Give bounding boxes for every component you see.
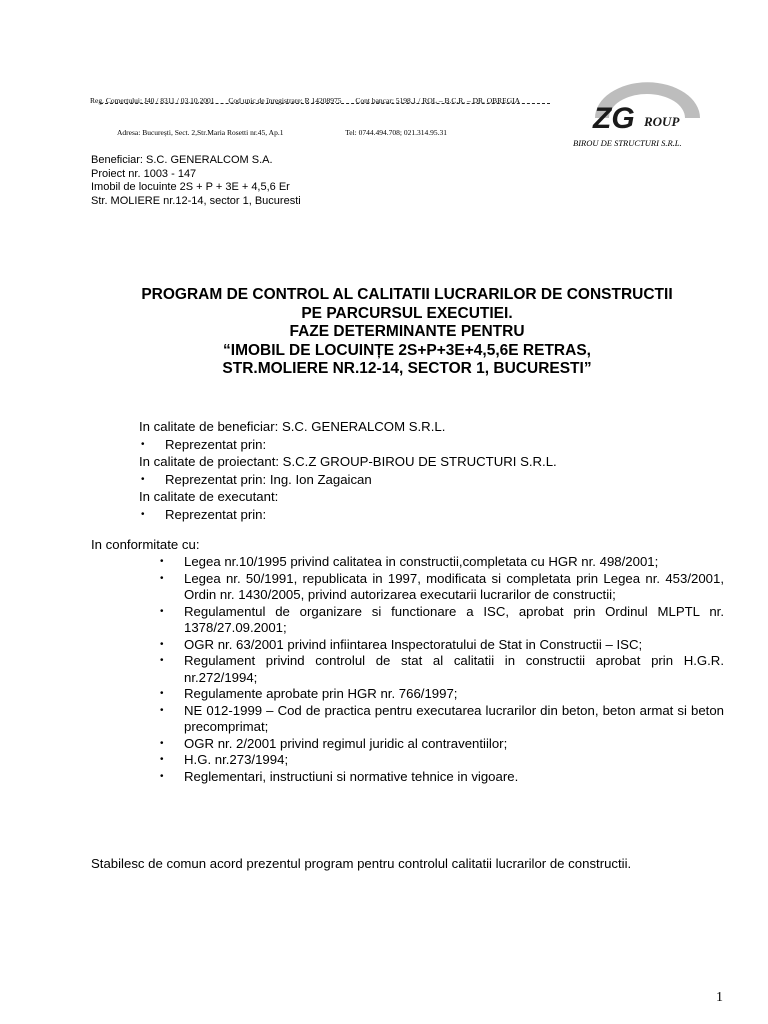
- role-beneficiar-rep: • Reprezentat prin:: [139, 436, 557, 454]
- phone: Tel: 0744.494.708; 021.314.95.31: [345, 128, 447, 137]
- beneficiar-line: Beneficiar: S.C. GENERALCOM S.A.: [91, 154, 273, 166]
- header-address-line: [117, 128, 459, 137]
- cod-unic: Cod unic de înregistrare: R 14208975: [228, 96, 342, 105]
- title-line: STR.MOLIERE NR.12-14, SECTOR 1, BUCURESTI”: [222, 360, 592, 377]
- list-item: • Legea nr. 50/1991, republicata in 1997, modificata si completata prin Legea nr. 453/2001, Ordin nr. 1430/2005, privind autorizarea executarii lucrarilor de constructii;: [157, 571, 724, 604]
- role-proiectant-rep: • Reprezentat prin: Ing. Ion Zagaican: [139, 471, 557, 489]
- address: Adresa: București, Sect. 2,Str.Maria Rosetti nr.45, Ap.1: [117, 128, 284, 137]
- document-title: [80, 286, 734, 379]
- closing-paragraph: Stabilesc de comun acord prezentul program pentru controlul calitatii lucrarilor de constructii.: [91, 856, 632, 871]
- cont-bancar: Cont bancar: 5198.1 / ROL – B.C.R. – DR. OBREGIA: [355, 96, 521, 105]
- roles-block: [139, 418, 557, 523]
- title-line: FAZE DETERMINANTE PENTRU: [289, 323, 525, 340]
- list-item: • H.G. nr.273/1994;: [157, 752, 724, 769]
- reg-comert: Reg. Comerțului: J40 / 8311 / 03.10.2001: [90, 96, 215, 105]
- list-item: • Regulamente aprobate prin HGR nr. 766/1997;: [157, 686, 724, 703]
- building-line: Imobil de locuinte 2S + P + 3E + 4,5,6 Er: [91, 181, 290, 193]
- project-number-line: Proiect nr. 1003 - 147: [91, 167, 197, 180]
- list-item: • Legea nr.10/1995 privind calitatea in constructii,completata cu HGR nr. 498/2001;: [157, 554, 724, 571]
- page-number: 1: [716, 990, 723, 1005]
- role-beneficiar: In calitate de beneficiar: S.C. GENERALCOM S.R.L.: [139, 419, 446, 434]
- header-dashed-divider: [100, 103, 550, 112]
- list-item: • Regulamentul de organizare si functionare a ISC, aprobat prin Ordinul MLPTL nr. 1378/27.09.2001;: [157, 604, 724, 637]
- title-line: PROGRAM DE CONTROL AL CALITATII LUCRARILOR DE CONSTRUCTII: [141, 286, 673, 303]
- list-item: • Regulament privind controlul de stat al calitatii in constructii aprobat prin H.G.R. nr.272/1994;: [157, 653, 724, 686]
- role-executant: In calitate de executant:: [139, 489, 279, 504]
- conformitate-list: [157, 554, 724, 785]
- title-line: PE PARCURSUL EXECUTIEI.: [301, 304, 513, 322]
- list-item: • NE 012-1999 – Cod de practica pentru executarea lucrarilor din beton, beton armat si beton precomprimat;: [157, 703, 724, 736]
- role-proiectant: In calitate de proiectant: S.C.Z GROUP-BIROU DE STRUCTURI S.R.L.: [139, 454, 557, 469]
- list-item: • OGR nr. 2/2001 privind regimul juridic al contraventiilor;: [157, 736, 724, 753]
- role-executant-rep: • Reprezentat prin:: [139, 506, 557, 524]
- logo-text: ROUP: [644, 114, 680, 129]
- title-line: “IMOBIL DE LOCUINȚE 2S+P+3E+4,5,6E RETRAS,: [223, 341, 591, 359]
- conformitate-heading: In conformitate cu:: [91, 537, 200, 552]
- logo-caption: BIROU DE STRUCTURI S.R.L.: [573, 138, 682, 148]
- logo-letters: ZG: [593, 102, 635, 135]
- list-item: • OGR nr. 63/2001 privind infiintarea Inspectoratului de Stat in Constructii – ISC;: [157, 637, 724, 654]
- list-item: • Reglementari, instructiuni si normative tehnice in vigoare.: [157, 769, 724, 786]
- beneficiar-block: [91, 154, 301, 208]
- street-line: Str. MOLIERE nr.12-14, sector 1, Bucuresti: [91, 194, 301, 207]
